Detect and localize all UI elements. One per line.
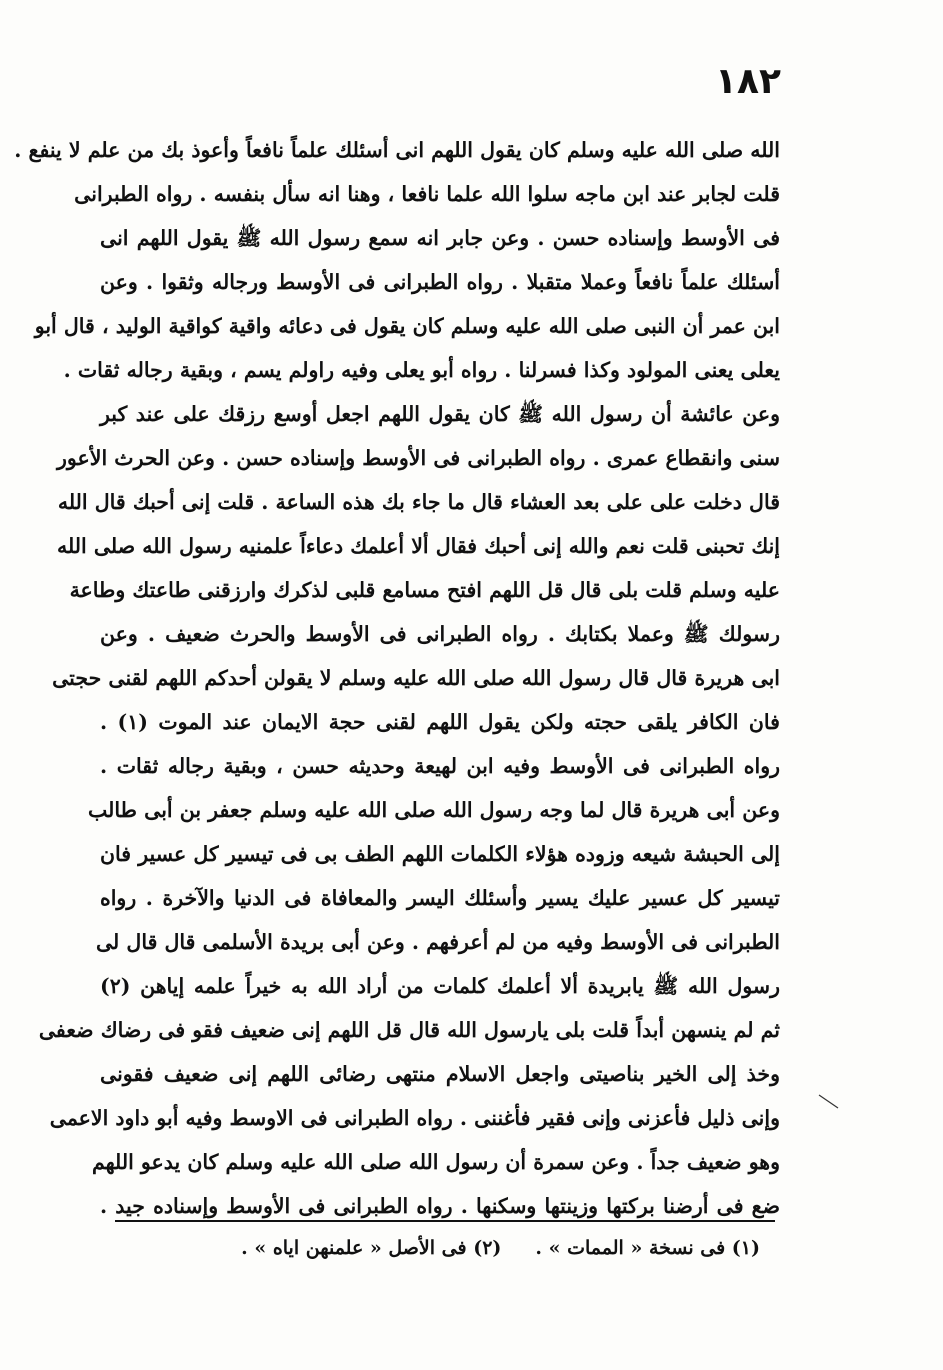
footnotes	[200, 1228, 760, 1268]
text-line: رسول الله ﷺ يابريدة ألا أعلمك كلمات من أراد الله به خيراً علمه إياهن (٢)	[100, 974, 780, 998]
text-line: إنك تحبنى قلت نعم والله إنى أحبك فقال ألا أعلمك دعاءاً علمنيه رسول الله صلى الله	[56, 534, 780, 558]
text-line: الله صلى الله عليه وسلم كان يقول اللهم انى أسئلك علماً نافعاً وأعوذ بك من علم لا ينفع .	[14, 138, 780, 162]
text-line: وعن عائشة أن رسول الله ﷺ كان يقول اللهم اجعل أوسع رزقك على عند كبر	[100, 402, 780, 426]
text-line: قال دخلت على على بعد العشاء قال ما جاء بك هذه الساعة . قلت إنى أحبك قال الله	[57, 490, 780, 514]
text-line: ابى هريرة قال قال رسول الله صلى الله عليه وسلم لا يقولن أحدكم اللهم لقنى حجتى	[52, 666, 780, 690]
text-line: وهو ضعيف جداً . وعن سمرة أن رسول الله صلى الله عليه وسلم كان يدعو اللهم	[91, 1150, 780, 1174]
page-number: ١٨٢	[715, 61, 781, 102]
text-line: وإنى ذليل فأعزنى وإنى فقير فأغننى . رواه الطبرانى فى الاوسط وفيه أبو داود الاعمى	[49, 1106, 780, 1130]
text-line: أسئلك علماً نافعاً وعملا متقبلا . رواه الطبرانى فى الأوسط ورجاله وثقوا . وعن	[100, 270, 780, 294]
footnote-2: (٢) فى الأصل « علمنهن اياه » .	[241, 1237, 502, 1259]
body-text	[14, 128, 780, 1228]
text-line: قلت لجابر عند ابن ماجه سلوا الله علما نافعا ، وهنا انه سأل بنفسه . رواه الطبرانى	[74, 182, 780, 206]
text-line: وعن أبى هريرة قال لما وجه رسول الله صلى الله عليه وسلم جعفر بن أبى طالب	[88, 798, 780, 822]
footnote-divider	[115, 1220, 775, 1222]
text-line: يعلى يعنى المولود وكذا فسرلنا . رواه أبو يعلى وفيه راولم يسم ، وبقية رجاله ثقات .	[63, 358, 780, 382]
text-line: تيسير كل عسير عليك يسير وأسئلك اليسر والمعافاة فى الدنيا والآخرة . رواه	[100, 886, 780, 910]
footnote-1: (١) فى نسخة « الممات » .	[535, 1237, 760, 1259]
text-line: ثم لم ينسهن أبداً قلت بلى يارسول الله قال قل اللهم إنى ضعيف فقو فى رضاك ضعفى	[38, 1018, 780, 1042]
text-line: وخذ إلى الخير بناصيتى واجعل الاسلام منتهى رضائى اللهم إنى ضعيف فقونى	[100, 1062, 780, 1086]
text-line: رسولك ﷺ وعملا بكتابك . رواه الطبرانى فى الأوسط والحرث ضعيف . وعن	[100, 622, 780, 646]
text-line: عليه وسلم قلت بلى قال قل اللهم افتح مسامع قلبى لذكرك وارزقنى طاعتك وطاعة	[69, 578, 780, 602]
text-line: رواه الطبرانى فى الأوسط وفيه ابن لهيعة وحديثه حسن ، وبقية رجاله ثقات .	[100, 754, 780, 778]
text-line: فى الأوسط وإسناده حسن . وعن جابر انه سمع رسول الله ﷺ يقول اللهم انى	[100, 226, 780, 250]
text-line: فان الكافر يلقى حجته ولكن يقول اللهم لقنى حجة الايمان عند الموت (١) .	[100, 710, 780, 734]
text-line: إلى الحبشة شيعه وزوده هؤلاء الكلمات اللهم الطف بى فى تيسير كل عسير فان	[100, 842, 780, 866]
text-line: ضع فى أرضنا بركتها وزينتها وسكنها . رواه الطبرانى فى الأوسط وإسناده جيد .	[100, 1194, 780, 1218]
margin-pencil-mark	[818, 1094, 840, 1116]
text-line: الطبرانى فى الأوسط وفيه من لم أعرفهم . وعن أبى بريدة الأسلمى قال قال لى	[95, 930, 780, 954]
text-line: سنى وانقطاع عمرى . رواه الطبرانى فى الأوسط وإسناده حسن . وعن الحرث الأعور	[57, 446, 780, 470]
text-line: ابن عمر أن النبى صلى الله عليه وسلم كان يقول فى دعائه واقية كواقية الوليد ، قال أبو	[34, 314, 780, 338]
